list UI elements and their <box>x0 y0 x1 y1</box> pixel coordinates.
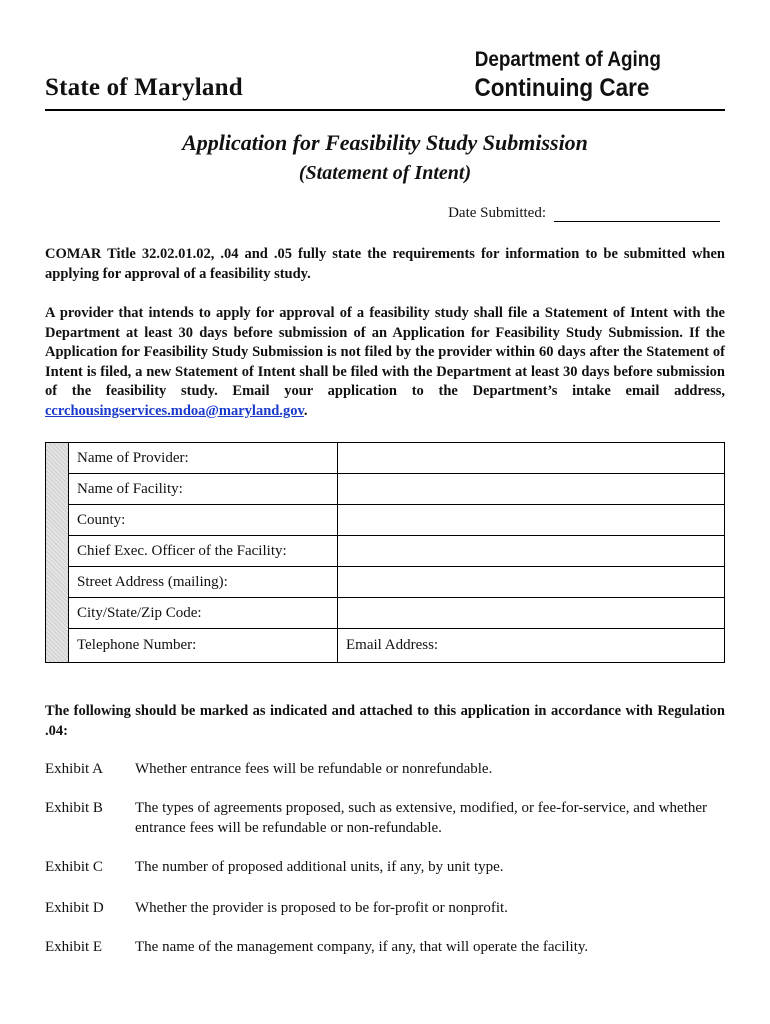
exhibit-label: Exhibit B <box>45 800 103 816</box>
table-row <box>46 505 725 536</box>
division-name: Continuing Care <box>474 74 649 102</box>
table-row <box>46 536 725 567</box>
date-submitted-field[interactable] <box>554 207 720 222</box>
statement-paragraph <box>45 304 725 421</box>
exhibit-text: The number of proposed additional units, if any, by unit type. <box>135 859 504 875</box>
email-field[interactable]: Email Address: <box>338 629 725 663</box>
state-name: State of Maryland <box>45 74 243 101</box>
header-rule <box>45 109 725 111</box>
exhibit-label: Exhibit D <box>45 900 104 916</box>
table-row <box>46 598 725 629</box>
attachments-paragraph: The following should be marked as indicated and attached to this application in accordance with Regulation .04: <box>45 703 725 739</box>
department-name: Department of Aging <box>474 48 661 71</box>
exhibit-e <box>45 937 725 957</box>
city-state-zip-field[interactable] <box>338 598 725 629</box>
provider-name-label: Name of Provider: <box>69 443 338 474</box>
facility-name-label: Name of Facility: <box>69 474 338 505</box>
statement-text: A provider that intends to apply for approval of a feasibility study shall file a Statement of Intent with the Department at least 30 days before submission of an Application for Feasibility Study Submission. If the Application for Feasibility Study Submission is not filed by the provider within 60 days after the Statement of Intent is filed, a new Statement of Intent shall be filed with the Department at least 30 days before submission of the feasibility study. Email your application to the Department’s intake email address, <box>45 305 725 399</box>
ceo-field[interactable] <box>338 536 725 567</box>
shaded-margin <box>46 443 69 663</box>
table-row <box>46 474 725 505</box>
facility-name-field[interactable] <box>338 474 725 505</box>
statement-end: . <box>303 402 308 419</box>
exhibit-text: Whether entrance fees will be refundable or nonrefundable. <box>135 761 493 777</box>
telephone-field[interactable]: Telephone Number: <box>69 629 338 663</box>
exhibit-b <box>45 798 725 838</box>
street-address-label: Street Address (mailing): <box>69 567 338 598</box>
exhibit-label: Exhibit C <box>45 859 103 875</box>
exhibit-d <box>45 898 725 918</box>
exhibit-text: Whether the provider is proposed to be for-profit or nonprofit. <box>135 900 508 916</box>
exhibit-text: The name of the management company, if any, that will operate the facility. <box>135 939 589 955</box>
exhibit-c <box>45 857 725 877</box>
county-label: County: <box>69 505 338 536</box>
table-row <box>46 629 725 663</box>
date-submitted-row <box>448 205 720 222</box>
exhibit-a <box>45 759 725 779</box>
document-title: Application for Feasibility Study Submission <box>182 130 588 155</box>
date-submitted-label: Date Submitted: <box>448 205 546 221</box>
exhibit-label: Exhibit A <box>45 761 103 777</box>
county-field[interactable] <box>338 505 725 536</box>
intro-paragraph: COMAR Title 32.02.01.02, .04 and .05 fully state the requirements for information to be submitted when applying for approval of a feasibility study. <box>45 246 725 282</box>
city-state-zip-label: City/State/Zip Code: <box>69 598 338 629</box>
table-row <box>46 567 725 598</box>
exhibit-label: Exhibit E <box>45 939 103 955</box>
ceo-label: Chief Exec. Officer of the Facility: <box>69 536 338 567</box>
street-address-field[interactable] <box>338 567 725 598</box>
exhibit-text: The types of agreements proposed, such as extensive, modified, or fee-for-service, and whether entrance fees will be refundable or non-refundable. <box>135 800 707 836</box>
provider-name-field[interactable] <box>338 443 725 474</box>
provider-info-table <box>45 442 725 663</box>
table-row <box>46 443 725 474</box>
intake-email-link[interactable]: ccrchousingservices.mdoa@maryland.gov <box>45 402 304 419</box>
document-subtitle: (Statement of Intent) <box>298 162 472 184</box>
